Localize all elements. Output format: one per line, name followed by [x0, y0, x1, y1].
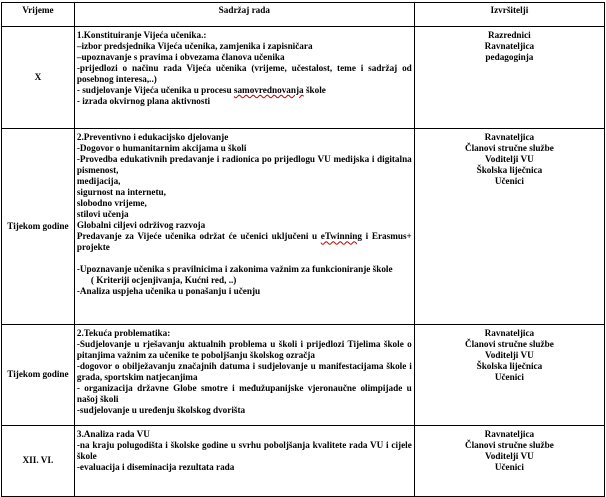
content-line: Predavanje za Vijeće učenika održat će učenici uključeni u eTwinning i Erasmus+ projekte — [76, 231, 415, 253]
content-line: medijacija, — [76, 176, 121, 187]
executor: Članovi stručne službe — [464, 339, 554, 350]
executor: Ravnateljica — [484, 328, 535, 338]
content-line: - sudjelovanje Vijeća učenika u procesu samovrednovanja škole — [76, 85, 326, 96]
spellcheck-underline: samovrednovanja — [233, 85, 304, 96]
executor: Ravnateljica — [484, 132, 535, 142]
executor: Učenici — [494, 176, 524, 187]
content-line: -Upoznavanje učenika s pravilnicima i zakonima važnim za funkcioniranje škole — [76, 264, 393, 275]
executor: Voditelji VU — [485, 451, 534, 462]
table-row — [2, 325, 605, 426]
executor: pedagoginja — [485, 52, 534, 63]
content-line: slobodno vrijeme, — [76, 198, 147, 209]
content-cell — [74, 27, 414, 129]
executor: Članovi stručne službe — [464, 440, 554, 451]
time-cell: XII. VI. — [2, 426, 75, 497]
content-line: 2.Preventivno i edukacijsko djelovanje — [76, 132, 229, 142]
content-line: 1.Konstituiranje Vijeća učenika.: — [76, 30, 207, 40]
content-cell — [74, 129, 414, 325]
executor: Ravnateljica — [484, 429, 535, 439]
content-line: -sudjelovanje u uređenju školskog dvorišta — [76, 405, 246, 416]
executor: Članovi stručne službe — [464, 143, 554, 154]
executor: Voditelji VU — [485, 154, 534, 165]
executor: Školska liječnica — [476, 165, 543, 176]
executor: Učenici — [494, 372, 524, 383]
header-time: Vrijeme — [2, 3, 75, 27]
executors-cell — [414, 129, 604, 325]
executors-cell — [414, 426, 604, 497]
content-line: - organizacija državne Globe smotre i međužupanijske vjeronaučne olimpijade u našoj školi — [76, 383, 415, 405]
content-line: –upoznavanje s pravima i obvezama članova učenika — [76, 52, 285, 63]
executors-cell — [414, 325, 604, 426]
content-line: sigurnost na internetu, — [76, 187, 166, 198]
content-cell — [74, 426, 414, 497]
time-cell: Tijekom godine — [2, 129, 75, 325]
executor: Razrednici — [488, 30, 531, 40]
content-line: stilovi učenja — [76, 209, 129, 220]
content-line: Globalni ciljevi održivog razvoja — [76, 220, 206, 231]
table-row — [2, 129, 605, 325]
content-line: –izbor predsjednika Vijeća učenika, zamjenika i zapisničara — [76, 41, 313, 52]
content-line: ( Kriteriji ocjenjivanja, Kućni red, ..) — [90, 275, 237, 286]
content-line: -Sudjelovanje u rješavanju aktualnih problema u školi i prijedlozi Tijelima škole o pitanjima važnim za učenike te poboljšanju školskog ozračja — [76, 339, 415, 361]
content-line: - izrada okvirnog plana aktivnosti — [76, 96, 211, 107]
header-content: Sadržaj rada — [74, 3, 414, 27]
table-row — [2, 426, 605, 497]
executor: Učenici — [494, 462, 524, 473]
content-line: -Dogovor o humanitarnim akcijama u školi — [76, 143, 247, 154]
content-line: -Provedba edukativnih predavanje i radionica po prijedlogu VU medijska i digitalna pismenost, — [76, 154, 415, 176]
executor: Voditelji VU — [485, 350, 534, 361]
content-cell — [74, 325, 414, 426]
activity-plan-table — [1, 2, 605, 497]
table-row — [2, 27, 605, 129]
content-line: -Analiza uspjeha učenika u ponašanju i učenju — [76, 286, 261, 297]
executors-cell — [414, 27, 604, 129]
content-line: -prijedlozi o načinu rada Vijeća učenika (vrijeme, učestalost, teme i sadržaj od posebnog interesa,..) — [76, 63, 415, 85]
executor: Ravnateljica — [484, 41, 535, 52]
content-line: -na kraju polugodišta i školske godine u svrhu poboljšanja kvalitete rada VU i cijele škole — [76, 440, 415, 462]
time-cell: Tijekom godine — [2, 325, 75, 426]
table-header-row — [2, 3, 605, 27]
header-executors: Izvršitelji — [414, 3, 604, 27]
blank-line — [77, 253, 412, 264]
content-line: -dogovor o obilježavanju značajnih datuma i sudjelovanje u manifestacijama škole i grada, sportskim natjecanjima — [76, 361, 415, 383]
time-cell: X — [2, 27, 75, 129]
spellcheck-underline: eTwinning — [320, 231, 362, 242]
executor: Školska liječnica — [476, 361, 543, 372]
content-line: 3.Analiza rada VU — [76, 429, 150, 439]
content-line: 2.Tekuća problematika: — [76, 328, 171, 338]
content-line: -evaluacija i diseminacija rezultata rada — [76, 462, 235, 473]
